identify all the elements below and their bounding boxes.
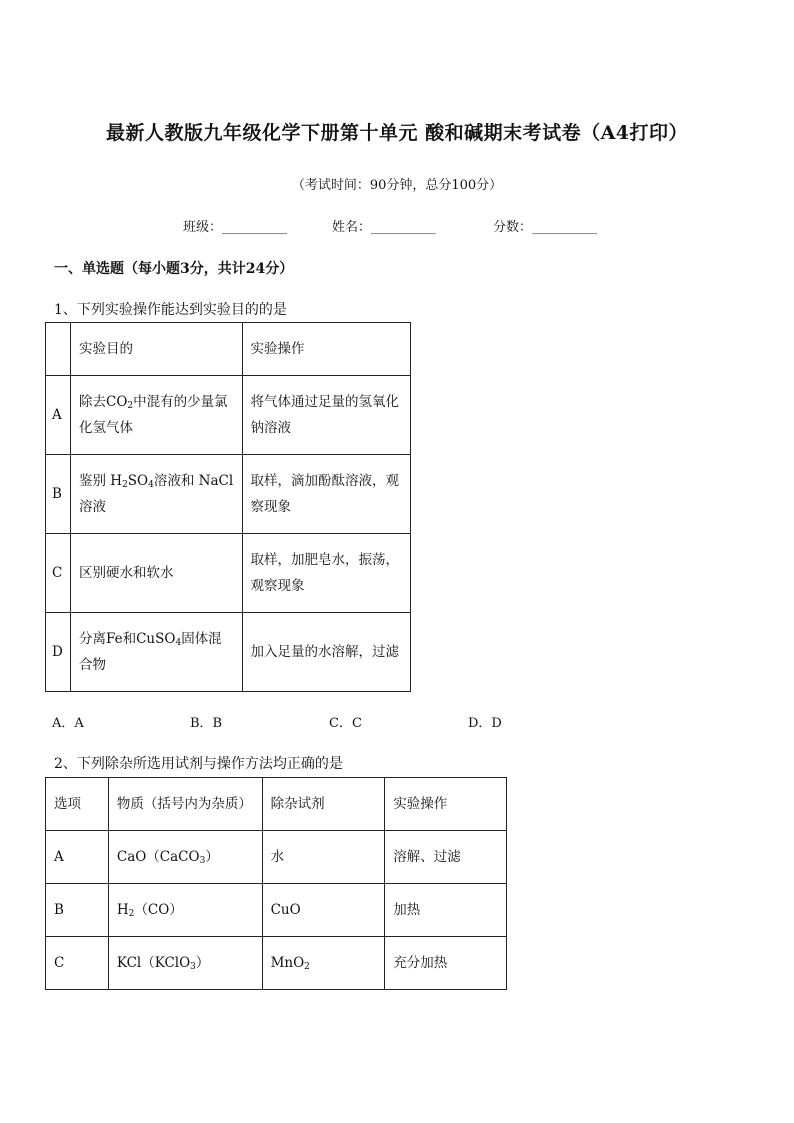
- row-letter: D: [46, 613, 71, 692]
- row-letter: A: [46, 376, 71, 455]
- row-reagent: MnO$_2$: [262, 937, 385, 990]
- header-goal: 实验目的: [70, 323, 242, 376]
- row-letter: C: [46, 937, 109, 990]
- row-substance: CaO（CaCO$_3$）: [108, 831, 262, 884]
- q1-option-d[interactable]: D．D: [468, 716, 502, 731]
- score-field[interactable]: 分数：__________: [493, 220, 598, 235]
- row-letter: A: [46, 831, 109, 884]
- row-letter: C: [46, 534, 71, 613]
- table-cell: [46, 323, 71, 376]
- q1-option-b[interactable]: B．B: [190, 716, 223, 731]
- table-row: [46, 613, 411, 692]
- exam-subtitle: （考试时间：90分钟，总分100分）: [291, 178, 503, 193]
- question-1-table: [45, 322, 411, 692]
- row-letter: B: [46, 455, 71, 534]
- row-operation: 取样，滴加酚酞溶液，观察现象: [242, 455, 410, 534]
- row-goal: 分离Fe和CuSO$_4$固体混合物: [70, 613, 242, 692]
- q1-option-a[interactable]: A．A: [52, 716, 84, 731]
- class-field[interactable]: 班级：__________: [183, 220, 288, 235]
- header-operation: 实验操作: [242, 323, 410, 376]
- row-reagent: 水: [262, 831, 385, 884]
- table-header-row: [46, 323, 411, 376]
- header-option: 选项: [46, 778, 109, 831]
- header-reagent: 除杂试剂: [262, 778, 385, 831]
- table-row: [46, 937, 507, 990]
- row-substance: $H_2(CO)$: [108, 884, 262, 937]
- header-operation: 实验操作: [385, 778, 507, 831]
- row-reagent: CuO: [262, 884, 385, 937]
- row-goal: 区别硬水和软水: [70, 534, 242, 613]
- row-operation: 溶解、过滤: [385, 831, 507, 884]
- exam-title: 最新人教版九年级化学下册第十单元 酸和碱期末考试卷（A4打印）: [105, 122, 689, 144]
- question-2-table: [45, 777, 507, 990]
- table-row: [46, 455, 411, 534]
- table-row: [46, 884, 507, 937]
- table-row: [46, 831, 507, 884]
- row-operation: 将气体通过足量的氢氧化钠溶液: [242, 376, 410, 455]
- q1-option-c[interactable]: C．C: [329, 716, 362, 731]
- row-operation: 充分加热: [385, 937, 507, 990]
- row-goal: 除去$CO_2$中混有的少量氯化氢气体: [70, 376, 242, 455]
- row-operation: 加入足量的水溶解，过滤: [242, 613, 410, 692]
- row-letter: B: [46, 884, 109, 937]
- section-heading: 一、单选题（每小题3分，共计24分）: [54, 261, 294, 277]
- table-row: [46, 534, 411, 613]
- row-operation: 取样，加肥皂水，振荡，观察现象: [242, 534, 410, 613]
- table-header-row: [46, 778, 507, 831]
- row-goal: 鉴别 $H_2SO_4$溶液和 NaCl 溶液: [70, 455, 242, 534]
- row-operation: 加热: [385, 884, 507, 937]
- question-2-stem: 2、下列除杂所选用试剂与操作方法均正确的是: [54, 756, 343, 772]
- name-field[interactable]: 姓名：__________: [332, 220, 437, 235]
- table-row: [46, 376, 411, 455]
- header-substance: 物质（括号内为杂质）: [108, 778, 262, 831]
- question-1-stem: 1、下列实验操作能达到实验目的的是: [54, 302, 287, 318]
- row-substance: KCl（KClO$_3$）: [108, 937, 262, 990]
